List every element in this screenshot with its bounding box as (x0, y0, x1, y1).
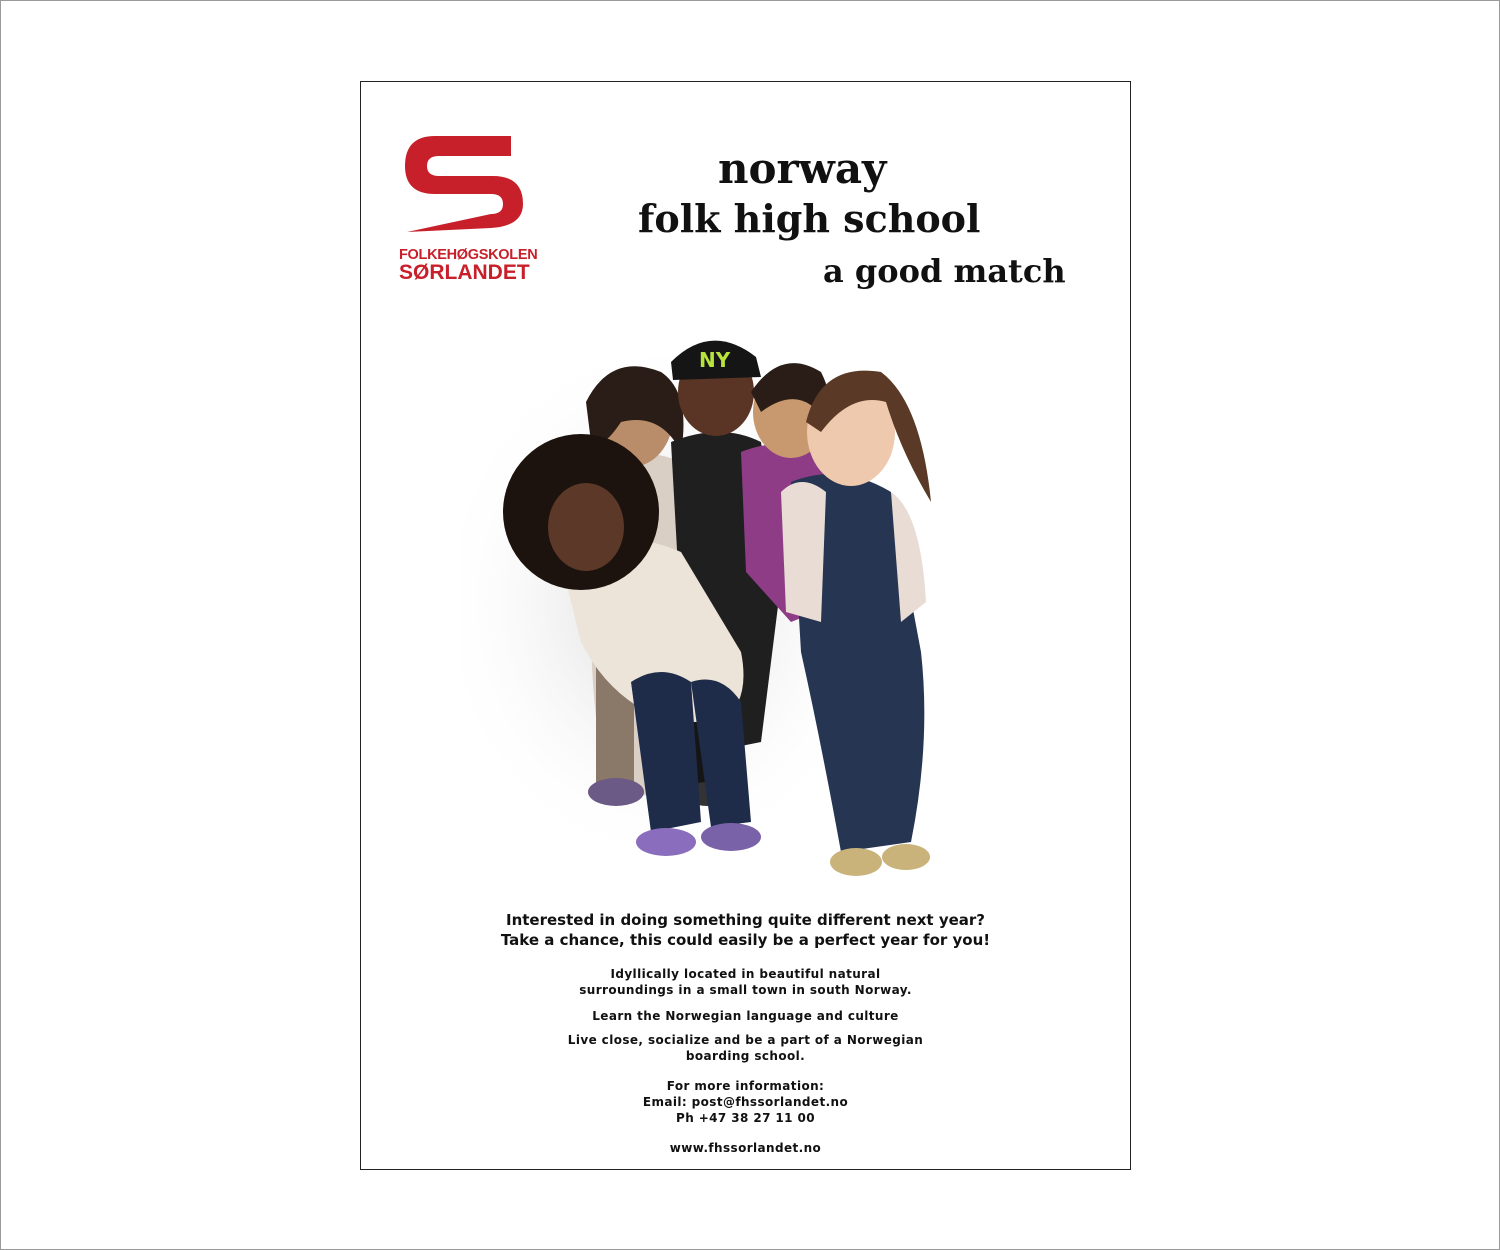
feature-location-line1: Idyllically located in beautiful natural (610, 967, 881, 981)
contact-heading: For more information: (666, 1079, 825, 1093)
feature-language-line1: Learn the Norwegian language and culture (592, 1009, 899, 1023)
feature-location (361, 966, 1130, 998)
svg-text:NY: NY (699, 348, 731, 372)
feature-boarding-line1: Live close, socialize and be a part of a Norwegian (567, 1033, 924, 1047)
headline-good-match: a good match (823, 252, 1066, 290)
feature-boarding-line2: boarding school. (685, 1049, 806, 1063)
logo-text-line1: FOLKEHØGSKOLEN (399, 247, 538, 263)
s-logo-mark-icon (399, 128, 529, 238)
school-logo (399, 128, 538, 288)
lead-line1: Interested in doing something quite different next year? (506, 911, 985, 929)
website-link[interactable]: www.fhssorlandet.no (669, 1141, 822, 1155)
contact-block (361, 1078, 1130, 1126)
lead-line2: Take a chance, this could easily be a perfect year for you! (500, 931, 991, 949)
group-photo (461, 322, 1001, 912)
contact-email[interactable]: Email: post@fhssorlandet.no (642, 1095, 849, 1109)
lead-text (361, 910, 1130, 950)
website-link-block (361, 1140, 1130, 1156)
contact-phone[interactable]: Ph +47 38 27 11 00 (676, 1111, 815, 1125)
headline-folk-high-school: folk high school (638, 196, 981, 241)
feature-language (361, 1008, 1130, 1024)
logo-text-line2: SØRLANDET (399, 261, 530, 284)
headline-norway: norway (718, 144, 887, 193)
poster (360, 81, 1131, 1170)
feature-location-line2: surroundings in a small town in south Norway. (579, 983, 912, 997)
feature-boarding (361, 1032, 1130, 1064)
